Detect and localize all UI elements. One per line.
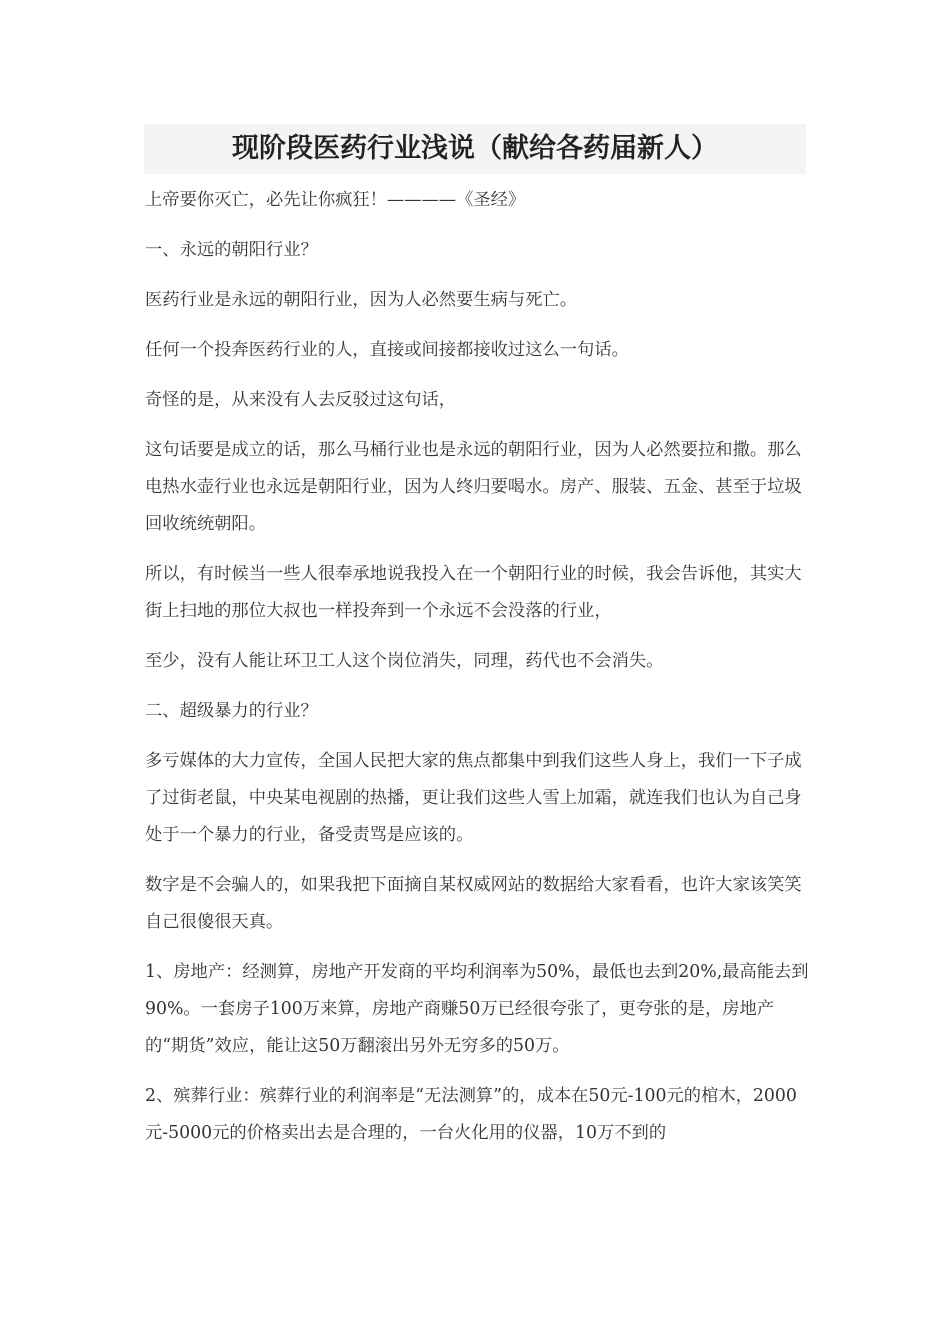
paragraph: 2、殡葬行业：殡葬行业的利润率是“无法测算”的，成本在50元-100元的棺木，2000元-5000元的价格卖出去是合理的，一台火化用的仪器，10万不到的 — [145, 1086, 797, 1143]
paragraph: 多亏媒体的大力宣传，全国人民把大家的焦点都集中到我们这些人身上，我们一下子成了过街老鼠，中央某电视剧的热播，更让我们这些人雪上加霜，就连我们也认为自己身处于一个暴力的行业，备受责骂是应该的。 — [145, 751, 802, 845]
section-heading: 二、超级暴力的行业？ — [145, 701, 318, 721]
paragraph: 奇怪的是，从来没有人去反驳过这句话， — [145, 390, 457, 410]
document-title: 现阶段医药行业浅说（献给各药届新人） — [232, 133, 718, 164]
paragraph: 所以，有时候当一些人很奉承地说我投入在一个朝阳行业的时候，我会告诉他，其实大街上扫地的那位大叔也一样投奔到一个永远不会没落的行业， — [145, 564, 802, 621]
paragraph: 任何一个投奔医药行业的人，直接或间接都接收过这么一句话。 — [145, 340, 629, 360]
paragraph: 这句话要是成立的话，那么马桶行业也是永远的朝阳行业，因为人必然要拉和撒。那么电热水壶行业也永远是朝阳行业，因为人终归要喝水。房产、服装、五金、甚至于垃圾回收统统朝阳。 — [145, 440, 802, 534]
epigraph: 上帝要你灭亡，必先让你疯狂！————《圣经》 — [145, 190, 526, 210]
paragraph: 至少，没有人能让环卫工人这个岗位消失，同理，药代也不会消失。 — [145, 651, 664, 671]
document-body — [145, 182, 809, 1165]
paragraph: 1、房地产：经测算，房地产开发商的平均利润率为50%，最低也去到20%,最高能去到90%。一套房子100万来算，房地产商赚50万已经很夸张了，更夸张的是，房地产的“期货”效应，能让这50万翻滚出另外无穷多的50万。 — [145, 962, 809, 1056]
paragraph: 医药行业是永远的朝阳行业，因为人必然要生病与死亡。 — [145, 290, 578, 310]
section-heading: 一、永远的朝阳行业？ — [145, 240, 318, 260]
paragraph: 数字是不会骗人的，如果我把下面摘自某权威网站的数据给大家看看，也许大家该笑笑自己很傻很天真。 — [145, 875, 802, 932]
